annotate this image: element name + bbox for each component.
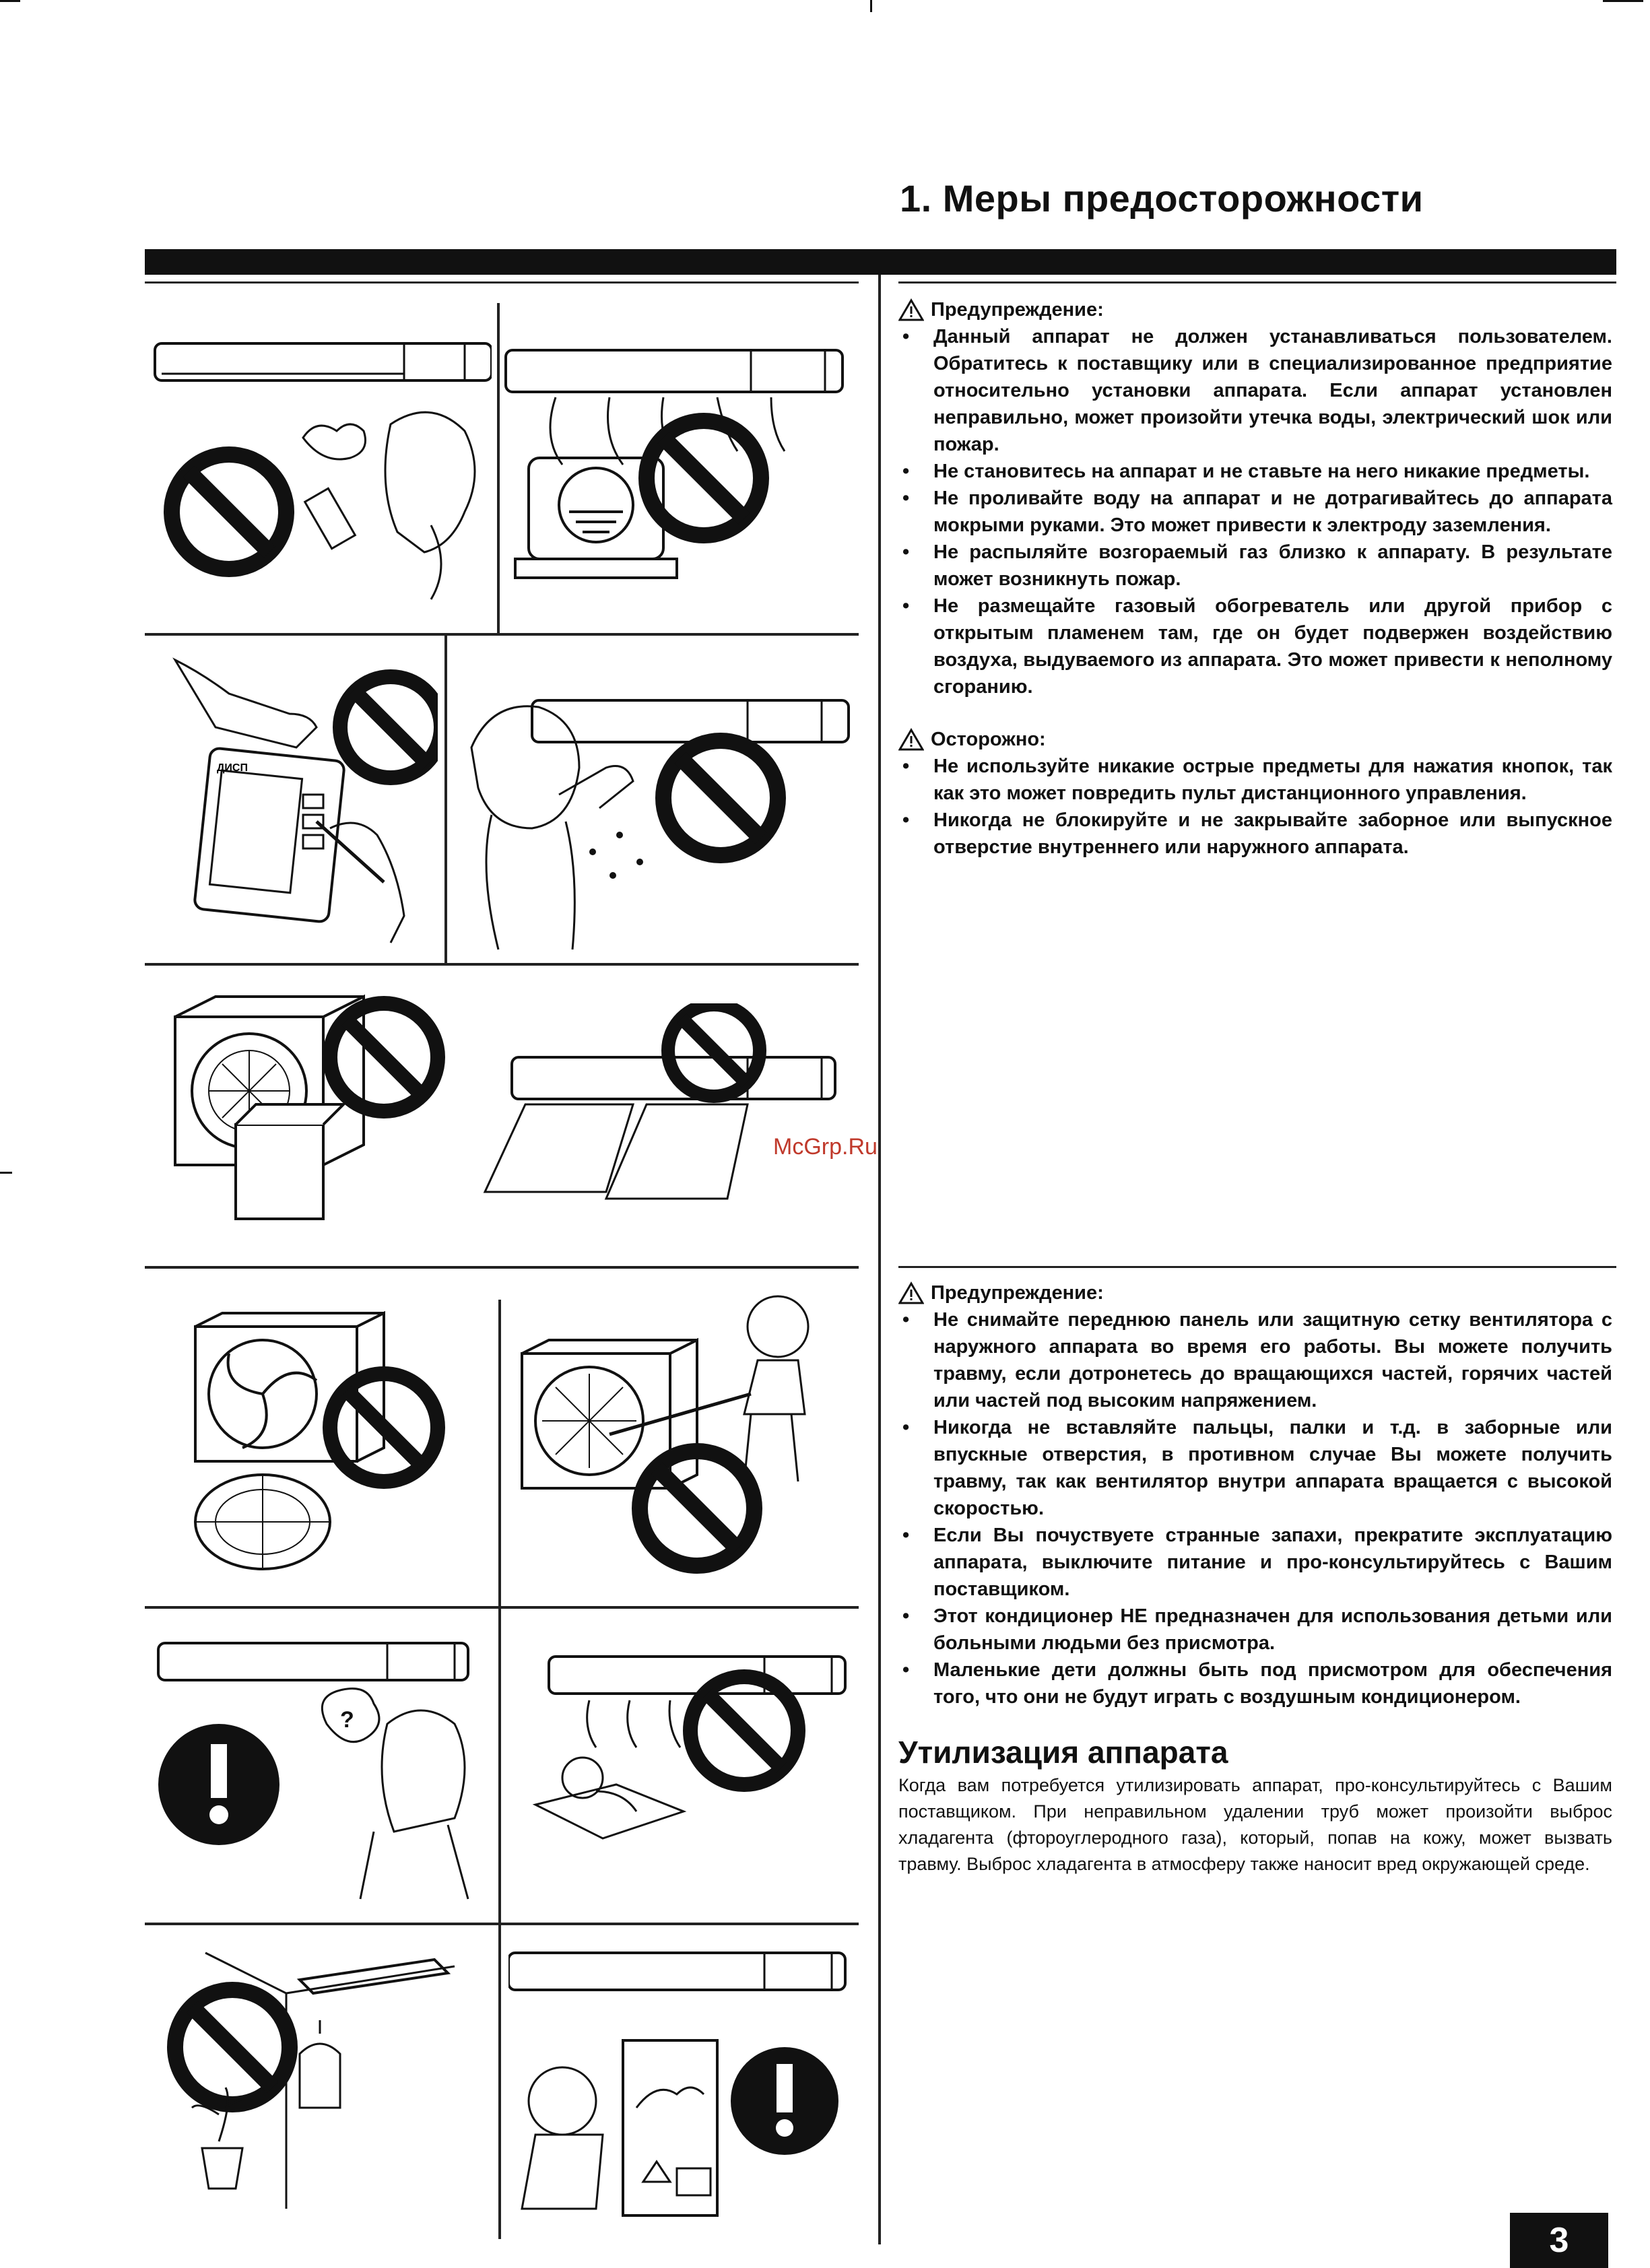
section1-rule [898,281,1616,284]
illustration-strange-smell [152,1630,482,1912]
illustration-indoor-unit-blocked [471,1003,849,1205]
list-item: • Этот кондиционер НЕ предназначен для использования детьми или больными людьми без присмотра. [898,1603,1612,1657]
warning-triangle-icon [898,298,924,321]
list-item: • Не используйте никакие острые предметы для нажатия кнопок, так как это может повредить пульт дистанционного управления. [898,753,1612,807]
list-item: • Если Вы почуствуете странные запахи, прекратите эксплуатацию аппарата, выключите питание и про-консультируйтесь с Вашим поставщиком. [898,1522,1612,1603]
illustration-no-heater [502,323,852,606]
list-item: • Маленькие дети должны быть под присмотром для обеспечения того, что они не будут играть с воздушным кондиционером. [898,1657,1612,1710]
illustration-no-remove-grille [182,1306,485,1589]
svg-text:?: ? [340,1707,354,1733]
grid-rule-row2 [145,963,859,966]
list-item: • Не проливайте воду на аппарат и не дотрагивайтесь до аппарата мокрыми руками. Это может привести к электроду заземления. [898,485,1612,539]
grid-vrule-2 [444,633,447,963]
warning-heading-1-label: Предупреждение: [931,299,1104,321]
grid-vrule-5 [498,1923,501,2239]
grid-vrule-4 [498,1606,501,1923]
list-item: • Не размещайте газовый обогреватель или другой прибор с открытым пламенем там, где он будет подвержен воздействию воздуха, выдуваемого из аппарата. Это может привести к неполному сгоранию. [898,593,1612,700]
illustration-remote-sharp-object [162,646,438,956]
warning-list-2 [898,1306,1612,1710]
illustration-no-stick-in-unit [508,1286,852,1603]
caution-triangle-icon [898,728,924,751]
disposal-paragraph: Когда вам потребуется утилизировать аппарат, про-консультируйтесь с Вашим поставщиком. При неправильном удалении труб может произойти выброс хладагента (фтороуглеродного газа), который, попав на кожу, может вызвать травму. Выброс хладагента в атмосферу также наносит вред окружающей среде. [898,1775,1612,1874]
crop-mark-top-center [870,0,872,12]
warning-triangle-icon [898,1281,924,1304]
list-item: • Не снимайте переднюю панель или защитную сетку вентилятора с наружного аппарата во время его работы. Вы можете получить травму, если дотронетесь до вращающихся частей, горячих частей или частей под высоким напряжением. [898,1306,1612,1414]
illustration-outdoor-unit-blocked [168,990,492,1232]
page-number: 3 [1510,2213,1608,2268]
list-item: • Никогда не блокируйте и не закрывайте заборное или выпускное отверстие внутреннего или наружного аппарата. [898,807,1612,861]
illustration-no-plants-animals [165,1939,488,2222]
disposal-title: Утилизация аппарата [898,1735,1228,1770]
illustration-no-airflow-on-child [508,1636,852,1906]
page-title: 1. Меры предосторожности [900,177,1424,220]
list-item: • Данный аппарат не должен устанавливаться пользователем. Обратитесь к поставщику или в специализированное предприятие относительно установки аппарата. Если аппарат установлен неправильно, может произойти утечка воды, электрический шок или пожар. [898,323,1612,458]
grid-rule-row4 [145,1606,859,1609]
grid-rule-row1 [145,633,859,636]
illustration-no-wet-hands [451,680,855,963]
remote-brand-label: ДИСП [217,762,248,774]
crop-mark-top-right [1603,0,1643,2]
column-divider [878,275,881,2244]
caution-heading-label: Осторожно: [931,729,1046,750]
warning-heading-2-label: Предупреждение: [931,1282,1104,1304]
caution-heading [898,726,1612,753]
grid-vrule-1 [497,303,500,633]
warning-heading-2 [898,1279,1612,1306]
list-item: • Не становитесь на аппарат и не ставьте на него никакие предметы. [898,458,1612,485]
warning-heading-1 [898,296,1612,323]
illustration-ventilate-room [508,1939,852,2229]
crop-mark-left-middle [0,1172,12,1174]
section1-text [898,296,1612,861]
caution-list [898,753,1612,861]
title-bar [145,249,1616,275]
warning-list-1 [898,323,1612,700]
grid-rule-row3 [145,1266,859,1269]
list-item: • Никогда не вставляйте пальцы, палки и т.д. в заборные или впускные отверстия, в противном случае Вы можете получить травму, так как вентилятор внутри аппарата вращается с высокой скоростью. [898,1414,1612,1522]
section2-text [898,1279,1612,1877]
grid-vrule-3 [498,1300,501,1606]
watermark: McGrp.Ru [773,1134,878,1160]
list-item: • Не распыляйте возгораемый газ близко к аппарату. В результате может возникнуть пожар. [898,539,1612,593]
grid-rule-row5 [145,1923,859,1925]
crop-mark-top-left [0,0,20,2]
section2-rule [898,1266,1616,1268]
illustration-no-spray [148,323,492,606]
grid-rule-top [145,281,859,284]
